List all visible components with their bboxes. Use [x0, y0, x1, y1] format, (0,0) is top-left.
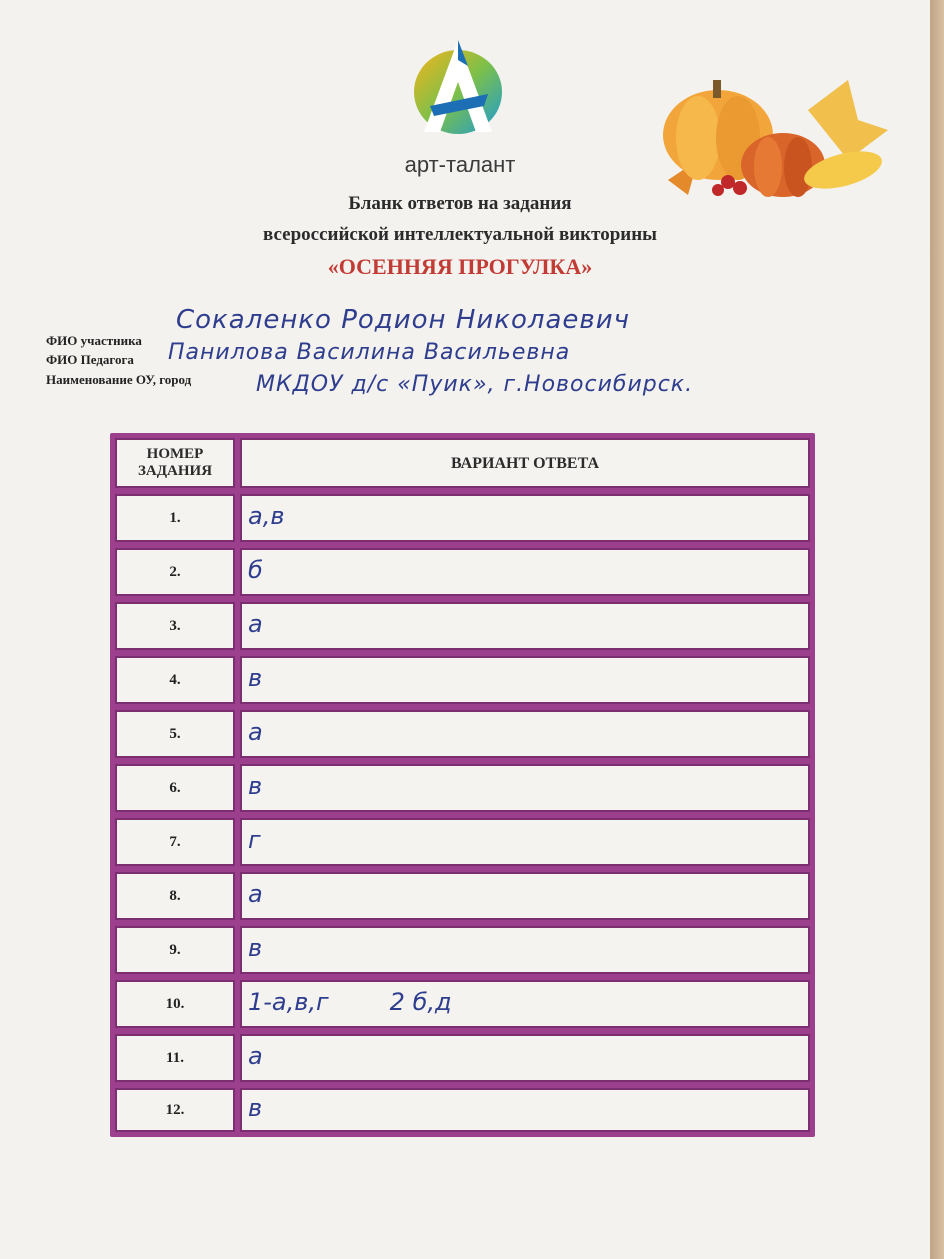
row-answer-cell [240, 872, 810, 920]
row-number-cell [115, 494, 235, 542]
row-answer-cell [240, 764, 810, 812]
row-number: 9. [169, 942, 181, 958]
desk-surface [930, 0, 944, 1259]
row-number: 6. [169, 780, 181, 796]
row-answer: а [248, 610, 263, 638]
row-number-cell [115, 818, 235, 866]
pumpkin-decoration-icon [658, 70, 888, 200]
row-number-cell [115, 548, 235, 596]
header-answer-cell [240, 438, 810, 488]
participant-value: Сокаленко Родион Николаевич [176, 305, 631, 335]
teacher-value: Панилова Василина Васильевна [168, 340, 571, 365]
row-answer-cell [240, 818, 810, 866]
header-answer: ВАРИАНТ ОТВЕТА [451, 455, 599, 472]
row-answer: а [248, 718, 263, 746]
row-answer: б [248, 556, 263, 584]
header-number-line2: ЗАДАНИЯ [137, 463, 213, 479]
row-answer: в [248, 934, 263, 962]
row-number: 4. [169, 672, 181, 688]
row-number: 2. [169, 564, 181, 580]
row-number: 5. [169, 726, 181, 742]
row-number: 1. [169, 510, 181, 526]
row-answer-cell [240, 926, 810, 974]
row-answer: в [248, 664, 263, 692]
school-label: Наименование ОУ, город [46, 372, 192, 387]
row-answer-cell [240, 1088, 810, 1132]
row-answer-cell [240, 494, 810, 542]
row-number-cell [115, 656, 235, 704]
row-number: 8. [169, 888, 181, 904]
teacher-label: ФИО Педагога [46, 352, 134, 367]
row-number-cell [115, 1034, 235, 1082]
row-number: 12. [165, 1102, 185, 1118]
row-number-cell [115, 872, 235, 920]
row-answer-cell [240, 980, 810, 1028]
row-answer-cell [240, 548, 810, 596]
row-answer-cell [240, 1034, 810, 1082]
row-number-cell [115, 1088, 235, 1132]
row-answer-cell [240, 656, 810, 704]
brand-name: арт-талант [404, 152, 516, 177]
row-number-cell [115, 926, 235, 974]
answer-table [110, 433, 815, 1137]
art-talant-logo-icon [410, 36, 506, 140]
header-number-line1: НОМЕР [146, 446, 204, 462]
row-answer-cell [240, 710, 810, 758]
row-number-cell [115, 764, 235, 812]
row-answer: г [248, 826, 261, 854]
quiz-name: «ОСЕННЯЯ ПРОГУЛКА» [327, 254, 593, 279]
row-number: 10. [165, 996, 185, 1012]
header-number-cell [115, 438, 235, 488]
row-answer-cell [240, 602, 810, 650]
row-answer: в [248, 772, 263, 800]
form-title-line2: всероссийской интеллектуальной викторины [263, 224, 657, 245]
school-value: МКДОУ д/с «Пуик», г.Новосибирск. [256, 372, 694, 397]
row-number-cell [115, 980, 235, 1028]
row-number: 3. [169, 618, 181, 634]
row-answer: а,в [248, 502, 285, 530]
row-answer: а [248, 1042, 263, 1070]
form-title-line1: Бланк ответов на задания [348, 193, 572, 214]
row-number: 11. [166, 1050, 184, 1066]
row-number-cell [115, 710, 235, 758]
row-answer: а [248, 880, 263, 908]
row-answer: 1-а,в,г 2 б,д [248, 988, 452, 1016]
row-number-cell [115, 602, 235, 650]
row-answer: в [248, 1094, 263, 1122]
participant-label: ФИО участника [46, 333, 142, 348]
row-number: 7. [169, 834, 181, 850]
